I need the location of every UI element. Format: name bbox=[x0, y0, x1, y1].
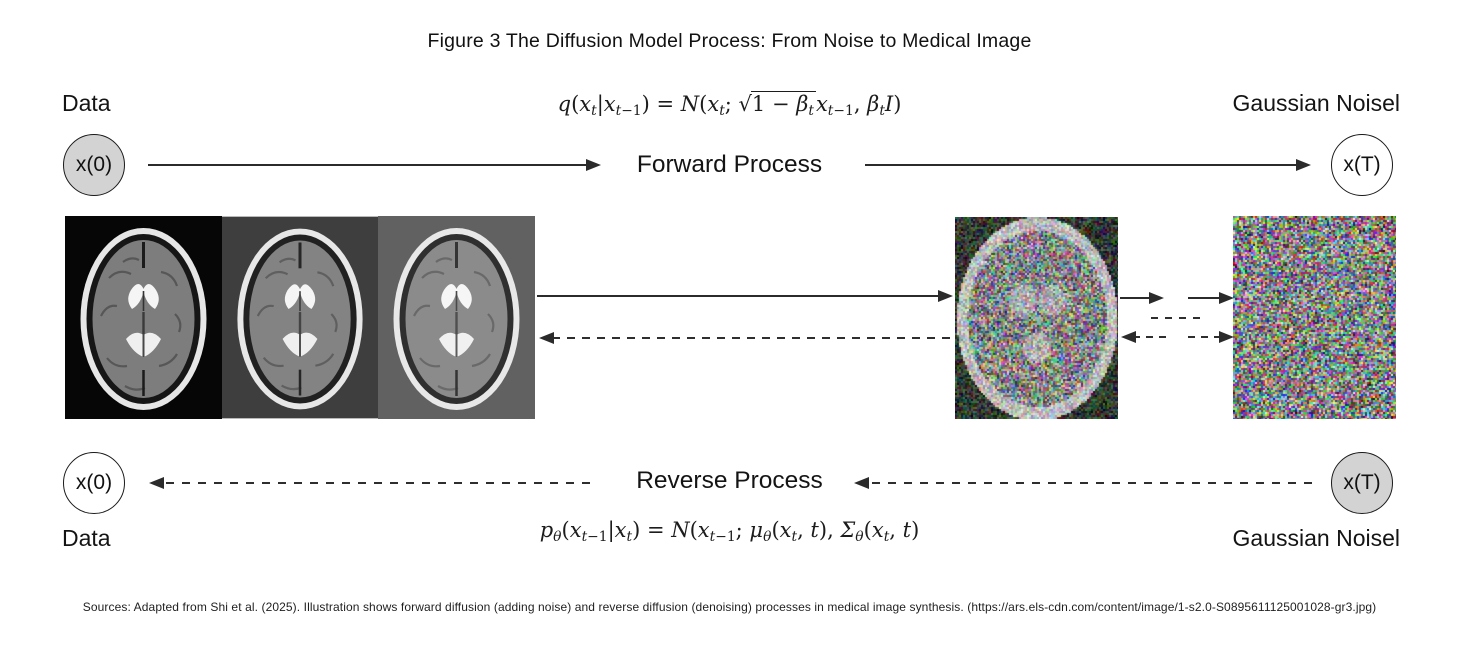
data-label-bottom: Data bbox=[62, 525, 111, 551]
noisy-brain-image bbox=[955, 217, 1118, 419]
source-note: Sources: Adapted from Shi et al. (2025). Illustration shows forward diffusion (adding noise) and reverse diffusion (denoising) processes in medical image synthesis. (https://ars.els-cdn.com/content/image/1-s2.0-S0895611125001028-gr3.jpg) bbox=[82, 600, 1377, 614]
node-x0-bottom-label: x(0) bbox=[75, 471, 113, 494]
figure-title: Figure 3 The Diffusion Model Process: From Noise to Medical Image bbox=[427, 30, 1032, 52]
gaussian-noise-label-bottom: Gaussian Noisel bbox=[1232, 525, 1400, 551]
mri-image-low-noise bbox=[222, 216, 378, 419]
node-xT-bottom-label: x(T) bbox=[1343, 471, 1381, 494]
node-xT-top-label: x(T) bbox=[1343, 153, 1381, 176]
gaussian-noise-label-top: Gaussian Noisel bbox=[1232, 90, 1400, 116]
node-x0-top-label: x(0) bbox=[75, 153, 113, 176]
reverse-formula: $p_\theta(x_{t-1}|x_t) = N(x_{t-1}$; $\mu_\theta(x_t$, t), $\Sigma_\theta(x_t$, t) bbox=[539, 518, 920, 545]
brain-mri-graphic bbox=[222, 216, 378, 419]
brain-mri-graphic bbox=[378, 216, 535, 419]
reverse-process-label: Reverse Process bbox=[636, 467, 823, 494]
pure-noise-image bbox=[1233, 216, 1396, 419]
forward-process-label: Forward Process bbox=[636, 151, 823, 178]
brain-mri-graphic bbox=[65, 216, 222, 419]
mri-image-mid-noise bbox=[378, 216, 535, 419]
forward-formula: $q(x_t|x_{t-1}) = N(x_t$; $√1 - \beta_tx_{t-1}$, $\beta_tI$) bbox=[557, 92, 902, 119]
data-label-top: Data bbox=[62, 90, 111, 116]
node-xT-top bbox=[1331, 134, 1393, 196]
mri-image-clean bbox=[65, 216, 222, 419]
node-x0-top bbox=[63, 134, 125, 196]
